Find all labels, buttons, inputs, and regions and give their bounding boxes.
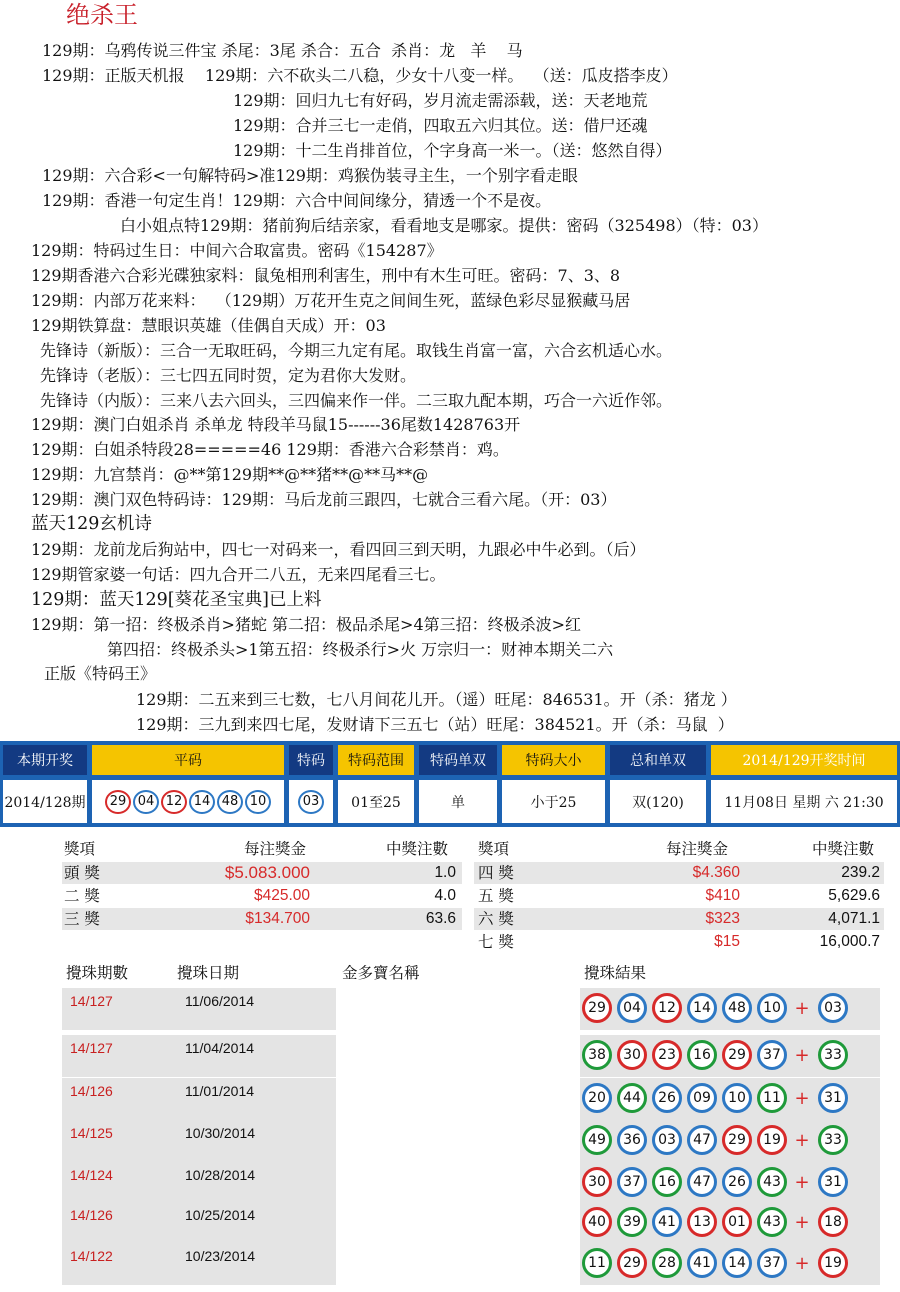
ball: 20 [582, 1083, 612, 1113]
history-row [62, 1078, 880, 1120]
special-ball: 31 [818, 1167, 848, 1197]
history-issue: 14/126 [70, 1207, 113, 1223]
history-date: 10/28/2014 [185, 1167, 256, 1183]
prize-amount: $410 [705, 887, 740, 904]
ball: 12 [652, 993, 682, 1023]
prize-amount: $5.083.000 [224, 863, 310, 882]
forecast-line: 129期：蓝天129[葵花圣宝典]已上料 [31, 590, 322, 610]
special-range: 01至25 [338, 780, 414, 823]
prize-amount: $425.00 [253, 887, 310, 904]
plus-icon: + [794, 997, 810, 1019]
history-balls [582, 1125, 853, 1155]
ball: 43 [757, 1207, 787, 1237]
history-balls [582, 1167, 853, 1197]
ball: 16 [687, 1040, 717, 1070]
special-ball-cell [289, 780, 333, 823]
ball: 44 [617, 1083, 647, 1113]
history-issue: 14/122 [70, 1248, 113, 1264]
ball: 10 [757, 993, 787, 1023]
ball: 04 [617, 993, 647, 1023]
prize-header-amount: 每注獎金 [244, 840, 307, 858]
forecast-line: 129期：特码过生日：中间六合取富贵。密码《154287》 [31, 241, 443, 260]
ball: 16 [652, 1167, 682, 1197]
prize-count: 16,000.7 [819, 933, 880, 950]
forecast-line: 129期：白姐杀特段28=====46 129期：香港六合彩禁肖：鸡。 [31, 440, 509, 459]
special-size: 小于25 [502, 780, 605, 823]
history-name-cell [336, 988, 580, 1030]
ball: 37 [617, 1167, 647, 1197]
forecast-heading: 蓝天129玄机诗 [31, 514, 152, 534]
special-odd-even: 单 [419, 780, 497, 823]
history-header-issue: 攪珠期數 [66, 964, 129, 982]
history-balls [582, 1083, 853, 1113]
ball: 48 [722, 993, 752, 1023]
header-special-odd-even: 特码单双 [419, 745, 497, 775]
plus-icon: + [794, 1171, 810, 1193]
ball: 36 [617, 1125, 647, 1155]
history-header-date: 攪珠日期 [177, 964, 240, 982]
ball: 14 [722, 1248, 752, 1278]
special-ball: 33 [818, 1040, 848, 1070]
forecast-line: 129期：二五来到三七数，七八月间花儿开。（遥）旺尾：846531。开（杀：猪龙 ） [136, 690, 737, 709]
special-ball: 03 [298, 790, 324, 814]
history-balls [582, 1040, 853, 1070]
ball: 13 [687, 1207, 717, 1237]
forecast-line: 129期铁算盘：慧眼识英雄（佳偶自天成）开：03 [31, 316, 386, 335]
forecast-line: 129期：三九到来四七尾，发财请下三五七（站）旺尾：384521。开（杀：马鼠 ） [136, 715, 734, 734]
history-issue: 14/127 [70, 993, 113, 1009]
plus-icon: + [794, 1087, 810, 1109]
history-balls [582, 993, 853, 1023]
prize-amount: $4.360 [692, 864, 740, 881]
ball: 38 [582, 1040, 612, 1070]
forecast-line: 129期：香港一句定生肖！129期：六合中间间缘分，猜透一个不是夜。 [42, 191, 552, 210]
history-date: 10/23/2014 [185, 1248, 256, 1264]
forecast-line: 129期管家婆一句话：四九合开二八五，无来四尾看三七。 [31, 565, 446, 584]
forecast-line: 白小姐点特129期：猪前狗后结亲家，看看地支是哪家。提供：密码（325498）（特：03） [120, 216, 768, 235]
history-issue: 14/125 [70, 1125, 113, 1141]
ball: 23 [652, 1040, 682, 1070]
prize-header-name: 獎項 [478, 840, 510, 858]
draw-issue: 2014/128期 [3, 780, 87, 823]
history-date: 10/30/2014 [185, 1125, 256, 1141]
history-row [62, 1202, 880, 1244]
ball: 41 [687, 1248, 717, 1278]
ball: 48 [217, 790, 243, 814]
prize-header-name: 獎項 [64, 840, 96, 858]
ball: 11 [757, 1083, 787, 1113]
forecast-line: 先锋诗（内版）：三来八去六回头，三四偏来作一伴。二三取九配本期，巧合一六近作邻。 [40, 391, 673, 410]
forecast-line: 129期：十二生肖排首位，个字身高一米一。（送：悠然自得） [233, 141, 672, 160]
header-current-draw: 本期开奖 [3, 745, 87, 775]
ball: 39 [617, 1207, 647, 1237]
ball: 37 [757, 1248, 787, 1278]
history-date: 11/01/2014 [185, 1083, 255, 1099]
ball: 47 [687, 1167, 717, 1197]
sum-odd-even: 双(120) [610, 780, 706, 823]
history-issue: 14/124 [70, 1167, 113, 1183]
ball: 29 [582, 993, 612, 1023]
history-name-cell [336, 1162, 580, 1204]
history-name-cell [336, 1202, 580, 1244]
forecast-line: 第四招：终极杀头>1第五招：终极杀行>火 万宗归一：财神本期关二六 [107, 640, 614, 659]
ball: 26 [652, 1083, 682, 1113]
history-row [62, 1162, 880, 1204]
ball: 30 [617, 1040, 647, 1070]
header-special-size: 特码大小 [502, 745, 605, 775]
history-balls [582, 1248, 853, 1278]
ball: 26 [722, 1167, 752, 1197]
history-name-cell [336, 1243, 580, 1285]
prize-count: 239.2 [841, 864, 880, 881]
special-ball: 18 [818, 1207, 848, 1237]
history-name-cell [336, 1120, 580, 1162]
history-date: 11/04/2014 [185, 1040, 255, 1056]
prize-header-count: 中獎注數 [386, 840, 449, 858]
regular-balls [92, 780, 284, 823]
ball: 30 [582, 1167, 612, 1197]
forecast-line: 129期：龙前龙后狗站中，四七一对码来一，看四回三到天明，九跟必中牛必到。（后） [31, 540, 646, 559]
ball: 41 [652, 1207, 682, 1237]
ball: 14 [687, 993, 717, 1023]
ball: 40 [582, 1207, 612, 1237]
history-balls [582, 1207, 853, 1237]
header-special-range: 特码范围 [338, 745, 414, 775]
ball: 04 [133, 790, 159, 814]
plus-icon: + [794, 1129, 810, 1151]
plus-icon: + [794, 1211, 810, 1233]
draw-result-table [0, 741, 900, 827]
prize-name: 三 獎 [64, 910, 100, 928]
page-title: 绝杀王 [66, 1, 138, 29]
forecast-line: 正版《特码王》 [44, 664, 157, 683]
forecast-line: 129期：正版天机报 129期：六不砍头二八稳，少女十八变一样。 （送：瓜皮搭李皮） [42, 66, 678, 85]
forecast-line: 129期：内部万花来料： （129期）万花开生克之间间生死，蓝绿色彩尽显猴藏马居 [31, 291, 631, 310]
ball: 12 [161, 790, 187, 814]
ball: 43 [757, 1167, 787, 1197]
history-name-cell [336, 1035, 580, 1077]
history-row [62, 988, 880, 1030]
prize-name: 六 獎 [478, 910, 514, 928]
prize-count: 1.0 [434, 864, 456, 881]
history-header-name: 金多寶名稱 [342, 964, 420, 982]
ball: 29 [105, 790, 131, 814]
plus-icon: + [794, 1044, 810, 1066]
prize-amount: $15 [714, 933, 740, 950]
forecast-line: 129期：乌鸦传说三件宝 杀尾：3尾 杀合：五合 杀肖：龙 羊 马 [42, 41, 523, 60]
forecast-line: 先锋诗（新版）：三合一无取旺码，今期三九定有尾。取钱生肖富一富，六合玄机适心水。 [40, 341, 673, 360]
ball: 28 [652, 1248, 682, 1278]
history-date: 11/06/2014 [185, 993, 255, 1009]
forecast-line: 129期：六合彩<一句解特码>准129期：鸡猴伪装寻主生，一个别字看走眼 [42, 166, 578, 185]
forecast-line: 129期香港六合彩光碟独家料：鼠兔相刑利害生，刑中有木生可旺。密码：7、3、8 [31, 266, 621, 285]
forecast-line: 129期：回归九七有好码，岁月流走需添载，送：天老地荒 [233, 91, 648, 110]
history-date: 10/25/2014 [185, 1207, 256, 1223]
history-header-result: 攪珠結果 [584, 964, 647, 982]
special-ball: 33 [818, 1125, 848, 1155]
header-regular-numbers: 平码 [92, 745, 284, 775]
ball: 10 [245, 790, 271, 814]
prize-name: 五 獎 [478, 887, 514, 905]
prize-count: 63.6 [425, 910, 456, 927]
ball: 49 [582, 1125, 612, 1155]
prize-name: 四 獎 [478, 864, 514, 882]
draw-time: 11月08日 星期 六 21:30 [711, 780, 897, 823]
prize-name: 二 獎 [64, 887, 100, 905]
forecast-line: 先锋诗（老版）：三七四五同时贺，定为君你大发财。 [40, 366, 417, 385]
ball: 19 [757, 1125, 787, 1155]
prize-amount: $134.700 [245, 910, 310, 927]
prize-count: 5,629.6 [828, 887, 880, 904]
ball: 37 [757, 1040, 787, 1070]
forecast-line: 129期：澳门白姐杀肖 杀单龙 特段羊马鼠15------36尾数1428763开 [31, 415, 521, 434]
prize-name: 頭 獎 [64, 864, 100, 882]
forecast-line: 129期：澳门双色特码诗：129期：马后龙前三跟四，七就合三看六尾。（开：03） [31, 490, 617, 509]
history-name-cell [336, 1078, 580, 1120]
ball: 03 [652, 1125, 682, 1155]
ball: 47 [687, 1125, 717, 1155]
special-ball: 31 [818, 1083, 848, 1113]
ball: 11 [582, 1248, 612, 1278]
special-ball: 03 [818, 993, 848, 1023]
forecast-line: 129期：第一招：终极杀肖>猪蛇 第二招：极品杀尾>4第三招：终极杀波>红 [31, 615, 582, 634]
ball: 14 [189, 790, 215, 814]
prize-header-amount: 每注獎金 [666, 840, 729, 858]
header-sum-odd-even: 总和单双 [610, 745, 706, 775]
header-special-number: 特码 [289, 745, 333, 775]
prize-count: 4.0 [434, 887, 456, 904]
history-issue: 14/126 [70, 1083, 113, 1099]
ball: 29 [722, 1125, 752, 1155]
history-row [62, 1243, 880, 1285]
ball: 09 [687, 1083, 717, 1113]
special-ball: 19 [818, 1248, 848, 1278]
history-issue: 14/127 [70, 1040, 113, 1056]
forecast-line: 129期：合并三七一走俏，四取五六归其位。送：借尸还魂 [233, 116, 648, 135]
prize-name: 七 獎 [478, 933, 514, 951]
ball: 29 [617, 1248, 647, 1278]
prize-header-count: 中獎注數 [812, 840, 875, 858]
history-row [62, 1120, 880, 1162]
forecast-line: 129期：九宫禁肖：@**第129期**@**猪**@**马**@ [31, 465, 429, 484]
prize-count: 4,071.1 [828, 910, 880, 927]
history-row [62, 1035, 880, 1077]
ball: 01 [722, 1207, 752, 1237]
plus-icon: + [794, 1252, 810, 1274]
header-draw-time: 2014/129开奖时间 [711, 745, 897, 775]
ball: 10 [722, 1083, 752, 1113]
prize-amount: $323 [705, 910, 740, 927]
ball: 29 [722, 1040, 752, 1070]
